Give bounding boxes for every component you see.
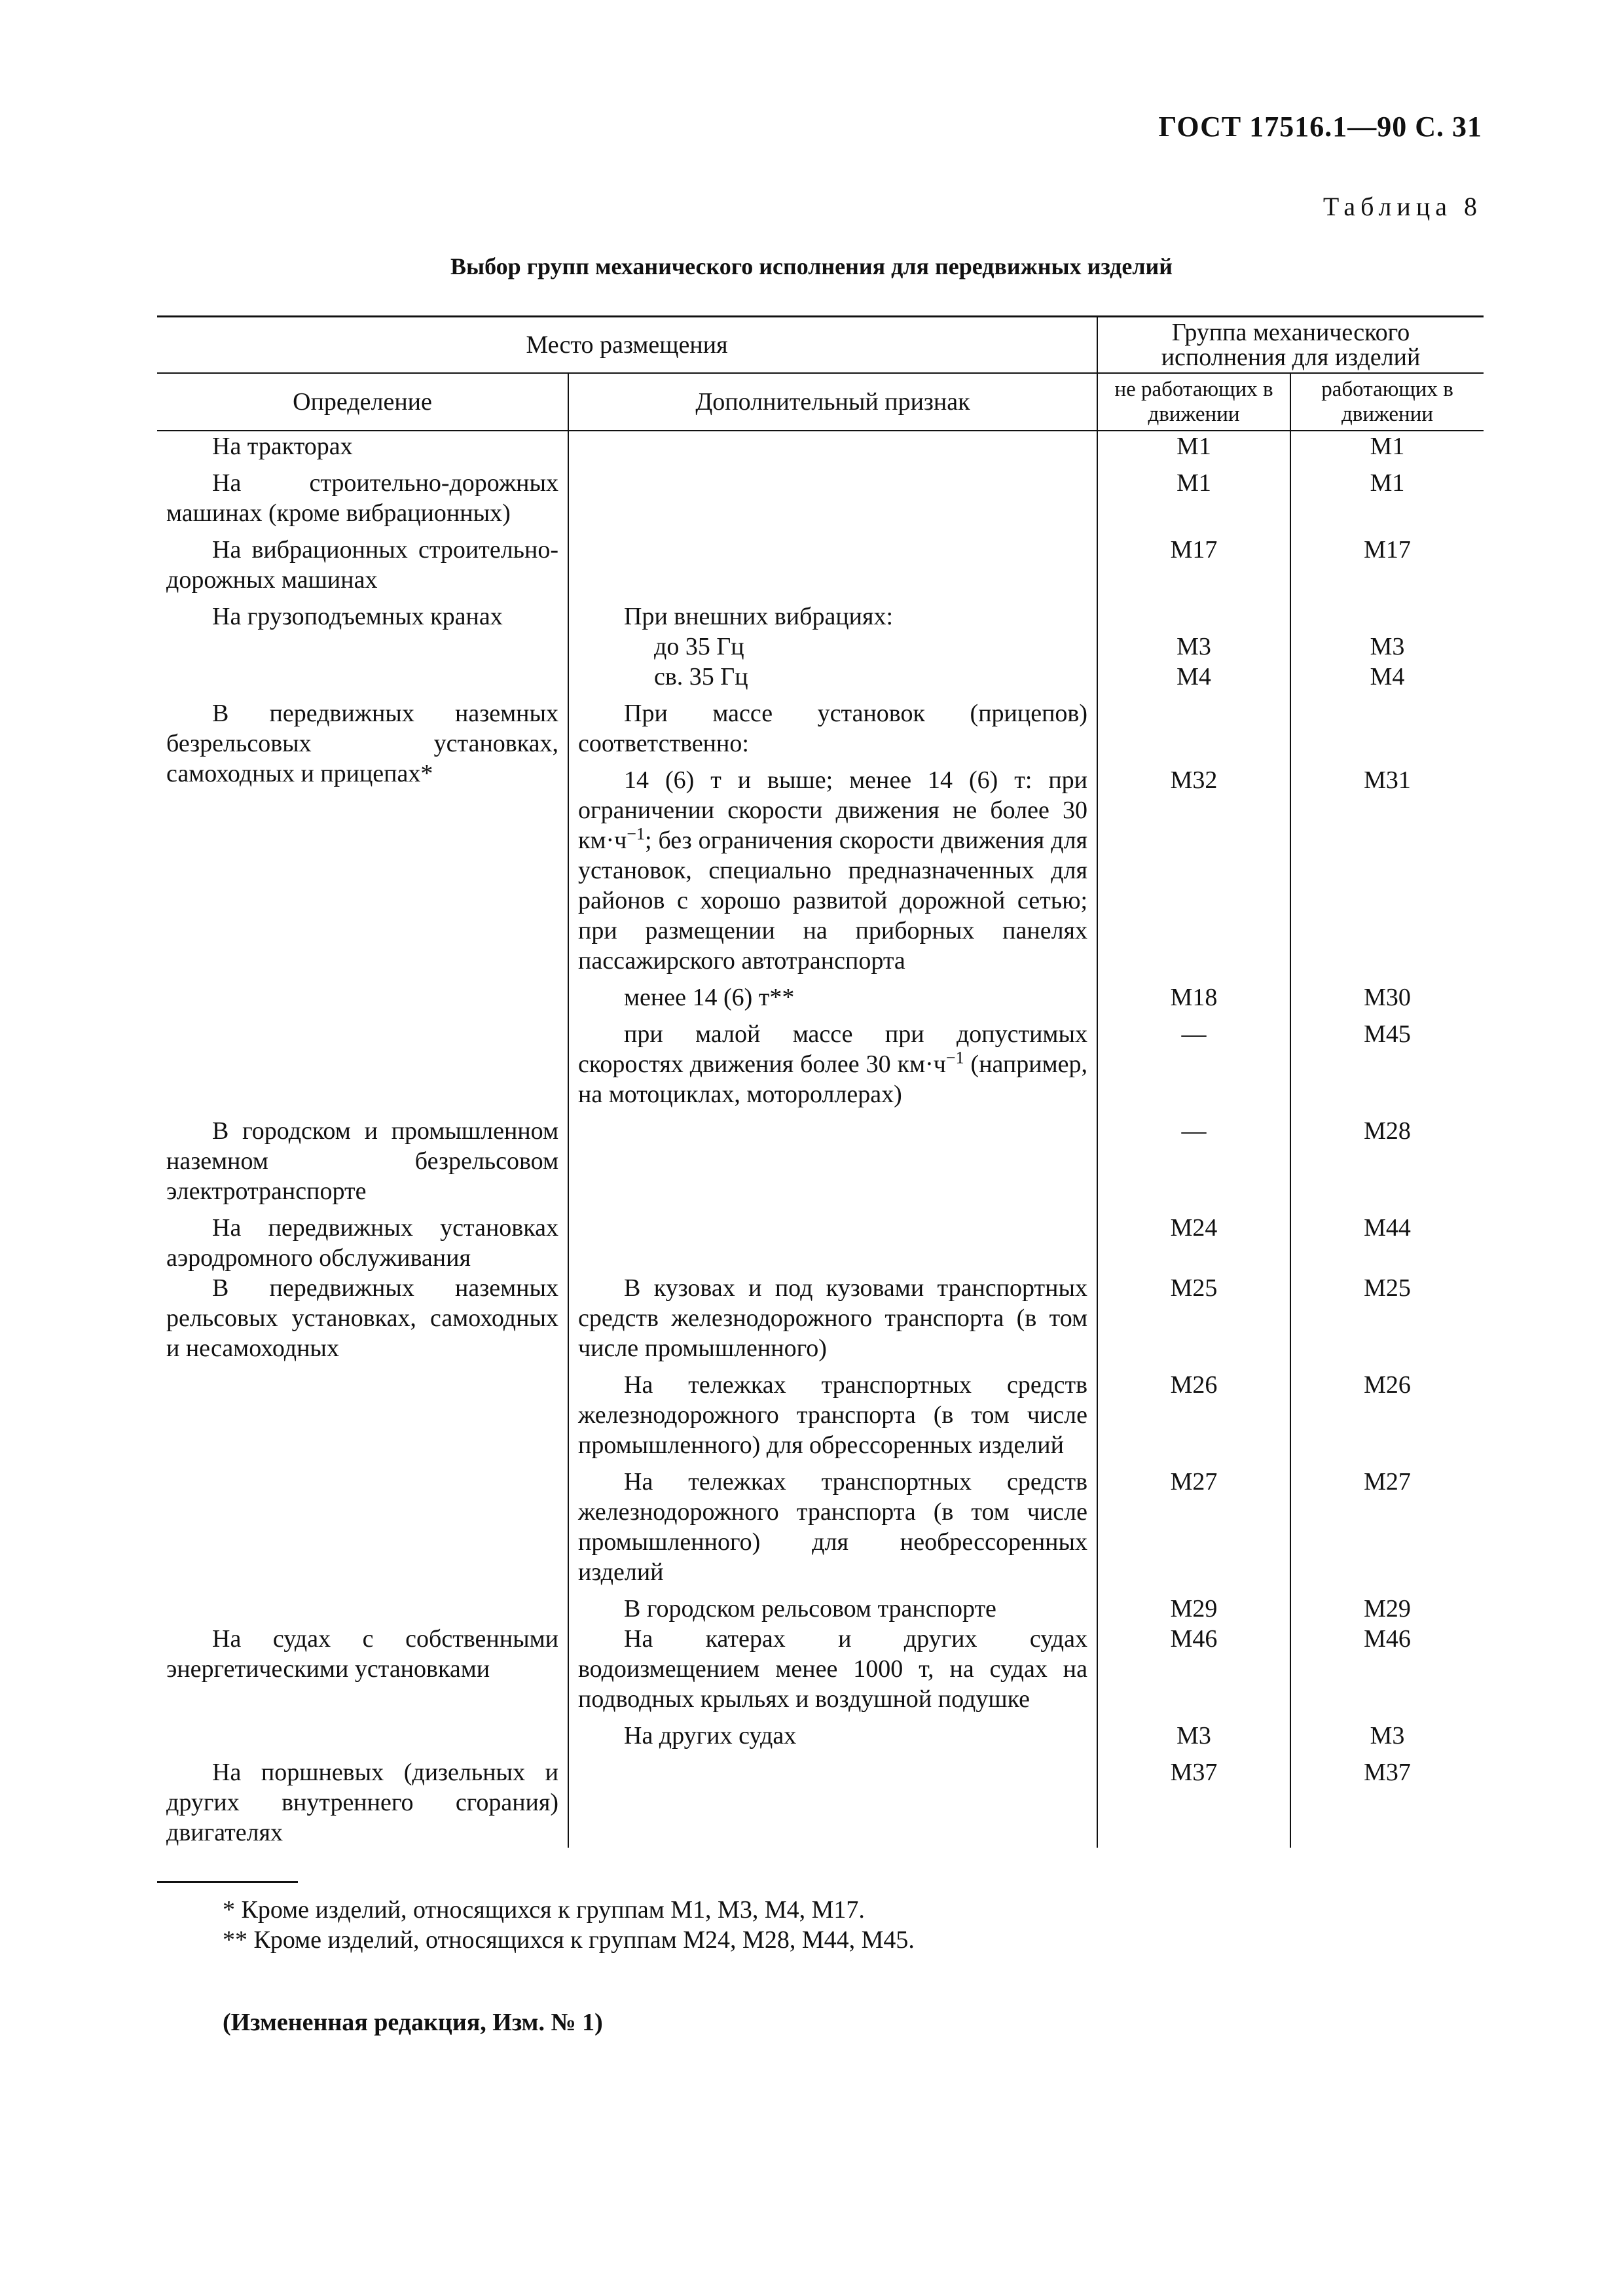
- table-row: [157, 1757, 1484, 1848]
- group-moving: М44: [1290, 1213, 1484, 1273]
- row-feature: при малой массе при допустимых скоростях движения более 30 $км\cdot ч^{-1}$ (например, на мотоциклах, мотороллерах): [568, 1019, 1097, 1109]
- group-not-moving: М26: [1097, 1370, 1290, 1460]
- table-header-row-2: [157, 373, 1484, 431]
- table-row: [157, 1116, 1484, 1206]
- document-header: ГОСТ 17516.1—90 С. 31: [1158, 111, 1482, 143]
- group-not-moving: М24: [1097, 1213, 1290, 1273]
- row-feature: [568, 468, 1097, 528]
- table-row: [157, 1273, 1484, 1363]
- edition-note: (Измененная редакция, Изм. № 1): [223, 2009, 603, 2036]
- table-row: [157, 1624, 1484, 1714]
- group-moving: М4: [1290, 662, 1484, 692]
- row-feature: [568, 1116, 1097, 1206]
- row-definition: В передвижных наземных рельсовых установках, самоходных и несамоходных: [166, 1274, 558, 1362]
- group-not-moving: М27: [1097, 1467, 1290, 1587]
- row-definition: На грузоподъемных кранах: [212, 603, 503, 630]
- group-moving: М1: [1290, 431, 1484, 461]
- table-row: [157, 431, 1484, 461]
- group-moving: М25: [1290, 1273, 1484, 1363]
- row-feature: [568, 431, 1097, 461]
- group-not-moving: М1: [1097, 431, 1290, 461]
- group-header: Группа механического исполнения для изделий: [1097, 317, 1484, 374]
- footnote-2: ** Кроме изделий, относящихся к группам М24, М28, М44, М45.: [223, 1926, 915, 1954]
- group-moving: М28: [1290, 1116, 1484, 1206]
- row-feature: менее 14 (6) т**: [568, 982, 1097, 1013]
- group-not-moving: М32: [1097, 765, 1290, 976]
- group-moving: М46: [1290, 1624, 1484, 1714]
- table-number: Таблица 8: [1322, 192, 1482, 221]
- group-not-moving: М37: [1097, 1757, 1290, 1848]
- group-not-moving: М46: [1097, 1624, 1290, 1714]
- group-not-moving: М4: [1097, 662, 1290, 692]
- row-definition: В городском и промышленном наземном безрельсовом электротранспорте: [166, 1117, 558, 1205]
- row-feature: В городском рельсовом транспорте: [568, 1594, 1097, 1624]
- group-moving: М27: [1290, 1467, 1484, 1587]
- definition-header: Определение: [157, 373, 568, 431]
- group-moving: М1: [1290, 468, 1484, 528]
- table-row: [157, 468, 1484, 528]
- group-not-moving: М3: [1097, 1721, 1290, 1751]
- table-row: [157, 535, 1484, 595]
- group-moving: М29: [1290, 1594, 1484, 1624]
- row-feature: до 35 Гц: [568, 632, 1097, 662]
- group-moving: М30: [1290, 982, 1484, 1013]
- table-title: Выбор групп механического исполнения для передвижных изделий: [450, 253, 1173, 279]
- footnote-separator: [157, 1881, 298, 1883]
- row-feature: [568, 1213, 1097, 1273]
- group-moving: М17: [1290, 535, 1484, 595]
- row-feature: При внешних вибрациях:: [568, 601, 1097, 632]
- row-feature: На катерах и других судах водоизмещением менее 1000 т, на судах на подводных крыльях и воздушной подушке: [568, 1624, 1097, 1714]
- group-not-moving: М25: [1097, 1273, 1290, 1363]
- row-feature: В кузовах и под кузовами транспортных средств железнодорожного транспорта (в том числе промышленного): [568, 1273, 1097, 1363]
- group-not-moving: М29: [1097, 1594, 1290, 1624]
- table-row: [157, 1213, 1484, 1273]
- table-row: [157, 698, 1484, 759]
- row-definition: На передвижных установках аэродромного обслуживания: [166, 1214, 558, 1272]
- group-moving: М31: [1290, 765, 1484, 976]
- group-not-moving: М18: [1097, 982, 1290, 1013]
- group-not-moving: М1: [1097, 468, 1290, 528]
- moving-header: работающих в движении: [1290, 373, 1484, 431]
- table-header-row-1: [157, 317, 1484, 374]
- group-not-moving: М3: [1097, 632, 1290, 662]
- row-definition: В передвижных наземных безрельсовых установках, самоходных и прицепах*: [166, 700, 558, 787]
- group-not-moving: М17: [1097, 535, 1290, 595]
- group-moving: М3: [1290, 632, 1484, 662]
- group-not-moving: —: [1097, 1116, 1290, 1206]
- group-moving: М45: [1290, 1019, 1484, 1109]
- row-feature: При массе установок (прицепов) соответственно:: [568, 698, 1097, 759]
- row-feature: 14 (6) т и выше; менее 14 (6) т: при ограничении скорости движения не более 30 $км\cdot ч^{-1}$; без ограничения скорости движения для установок, специально предназначенных для районов с хорошо развитой дорожной сетью; при размещении на приборных панелях пассажирского автотранспорта: [568, 765, 1097, 976]
- row-feature: На тележках транспортных средств железнодорожного транспорта (в том числе промышленного) для необрессоренных изделий: [568, 1467, 1097, 1587]
- feature-header: Дополнительный признак: [568, 373, 1097, 431]
- row-definition: На вибрационных строительно-дорожных машинах: [166, 536, 558, 594]
- row-feature: [568, 1757, 1097, 1848]
- group-moving: М37: [1290, 1757, 1484, 1848]
- group-moving: М3: [1290, 1721, 1484, 1751]
- place-header: Место размещения: [157, 317, 1097, 374]
- row-feature: [568, 535, 1097, 595]
- table-row: [157, 601, 1484, 632]
- row-definition: На поршневых (дизельных и других внутреннего сгорания) двигателях: [166, 1759, 558, 1846]
- row-feature: св. 35 Гц: [568, 662, 1097, 692]
- row-definition: На тракторах: [212, 433, 353, 460]
- selection-table: [157, 315, 1484, 1848]
- row-feature: На других судах: [568, 1721, 1097, 1751]
- group-not-moving: —: [1097, 1019, 1290, 1109]
- footnote-1: * Кроме изделий, относящихся к группам М1, М3, М4, М17.: [223, 1896, 865, 1924]
- row-definition: На судах с собственными энергетическими установками: [166, 1625, 558, 1683]
- group-moving: М26: [1290, 1370, 1484, 1460]
- not-moving-header: не работающих в движении: [1097, 373, 1290, 431]
- row-definition: На строительно-дорожных машинах (кроме вибрационных): [166, 469, 558, 527]
- row-feature: На тележках транспортных средств железнодорожного транспорта (в том числе промышленного) для обрессоренных изделий: [568, 1370, 1097, 1460]
